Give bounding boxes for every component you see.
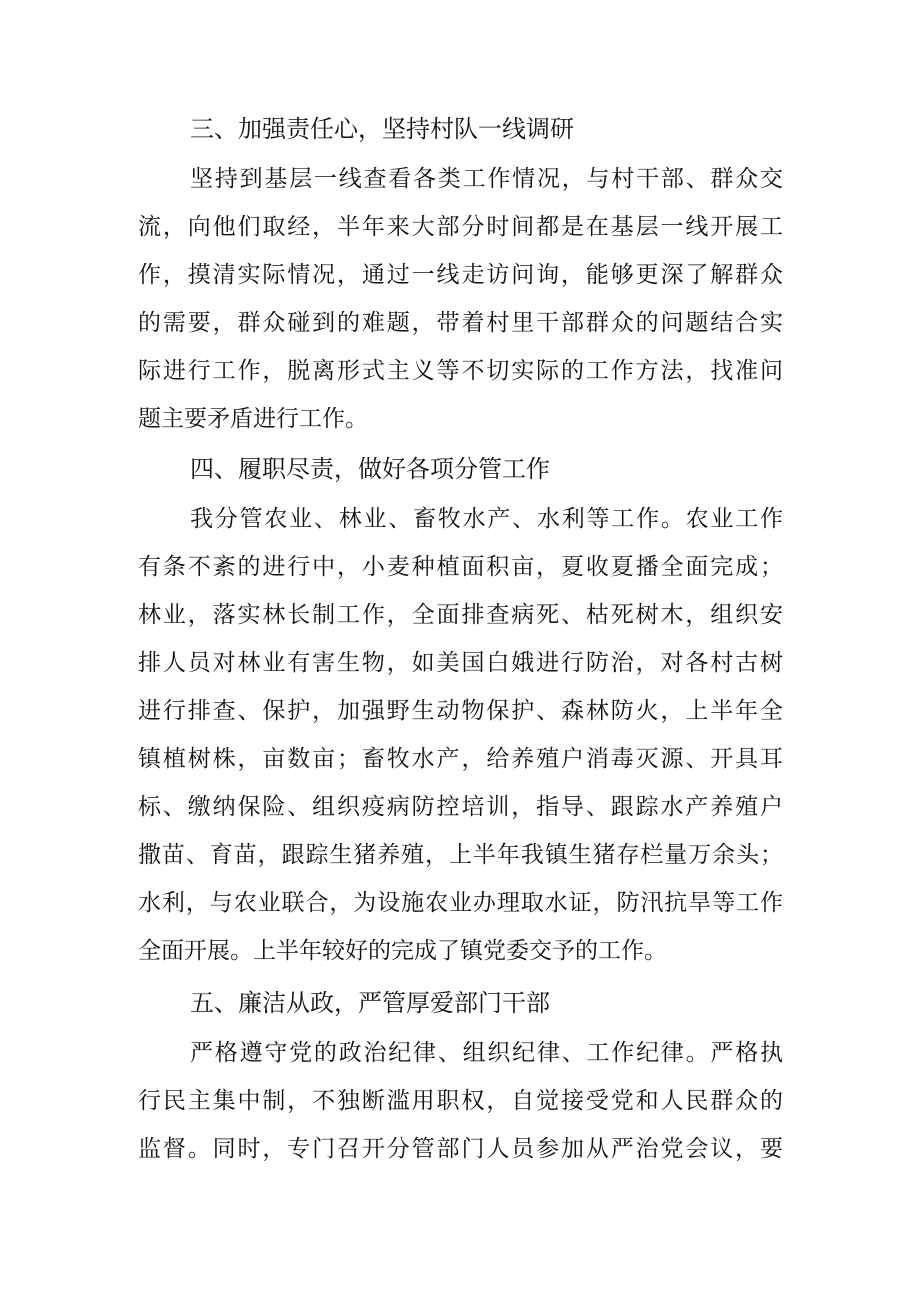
section-3-line-2: 流，向他们取经，半年来大部分时间都是在基层一线开展工	[138, 214, 783, 240]
section-5-heading: 五、廉洁从政，严管厚爱部门干部	[190, 989, 550, 1017]
section-5-line-1: 严格遵守党的政治纪律、组织纪律、工作纪律。严格执	[190, 1040, 783, 1066]
section-3-heading: 三、加强责任心，坚持村队一线调研	[190, 115, 574, 143]
section-5-line-3: 监督。同时，专门召开分管部门人员参加从严治党会议，要	[138, 1136, 783, 1162]
section-4-line-3: 林业，落实林长制工作，全面排查病死、枯死树木，组织安	[138, 602, 783, 628]
section-3-line-3: 作，摸清实际情况，通过一线走访问询，能够更深了解群众	[138, 262, 783, 288]
section-4-line-1: 我分管农业、林业、畜牧水产、水利等工作。农业工作	[190, 506, 783, 532]
section-4-line-9: 水利，与农业联合，为设施农业办理取水证，防汛抗旱等工作	[138, 890, 783, 916]
section-4-line-2: 有条不紊的进行中，小麦种植面积亩，夏收夏播全面完成；	[138, 554, 783, 580]
section-4-line-6: 镇植树株，亩数亩；畜牧水产，给养殖户消毒灭源、开具耳	[138, 746, 783, 772]
section-3-line-4: 的需要，群众碰到的难题，带着村里干部群众的问题结合实	[138, 310, 783, 336]
section-4-line-4: 排人员对林业有害生物，如美国白娥进行防治，对各村古树	[138, 650, 783, 676]
section-5-line-2: 行民主集中制，不独断滥用职权，自觉接受党和人民群众的	[138, 1088, 783, 1114]
section-4-line-8: 撒苗、育苗，跟踪生猪养殖，上半年我镇生猪存栏量万余头；	[138, 842, 783, 868]
section-3-line-1: 坚持到基层一线查看各类工作情况，与村干部、群众交	[190, 166, 783, 192]
section-4-line-10: 全面开展。上半年较好的完成了镇党委交予的工作。	[138, 938, 667, 964]
section-3-line-6: 题主要矛盾进行工作。	[138, 406, 368, 432]
section-4-line-5: 进行排查、保护，加强野生动物保护、森林防火，上半年全	[138, 698, 783, 724]
section-4-line-7: 标、缴纳保险、组织疫病防控培训，指导、跟踪水产养殖户	[138, 794, 783, 820]
section-4-heading: 四、履职尽责，做好各项分管工作	[190, 455, 550, 483]
section-3-line-5: 际进行工作，脱离形式主义等不切实际的工作方法，找准问	[138, 358, 783, 384]
